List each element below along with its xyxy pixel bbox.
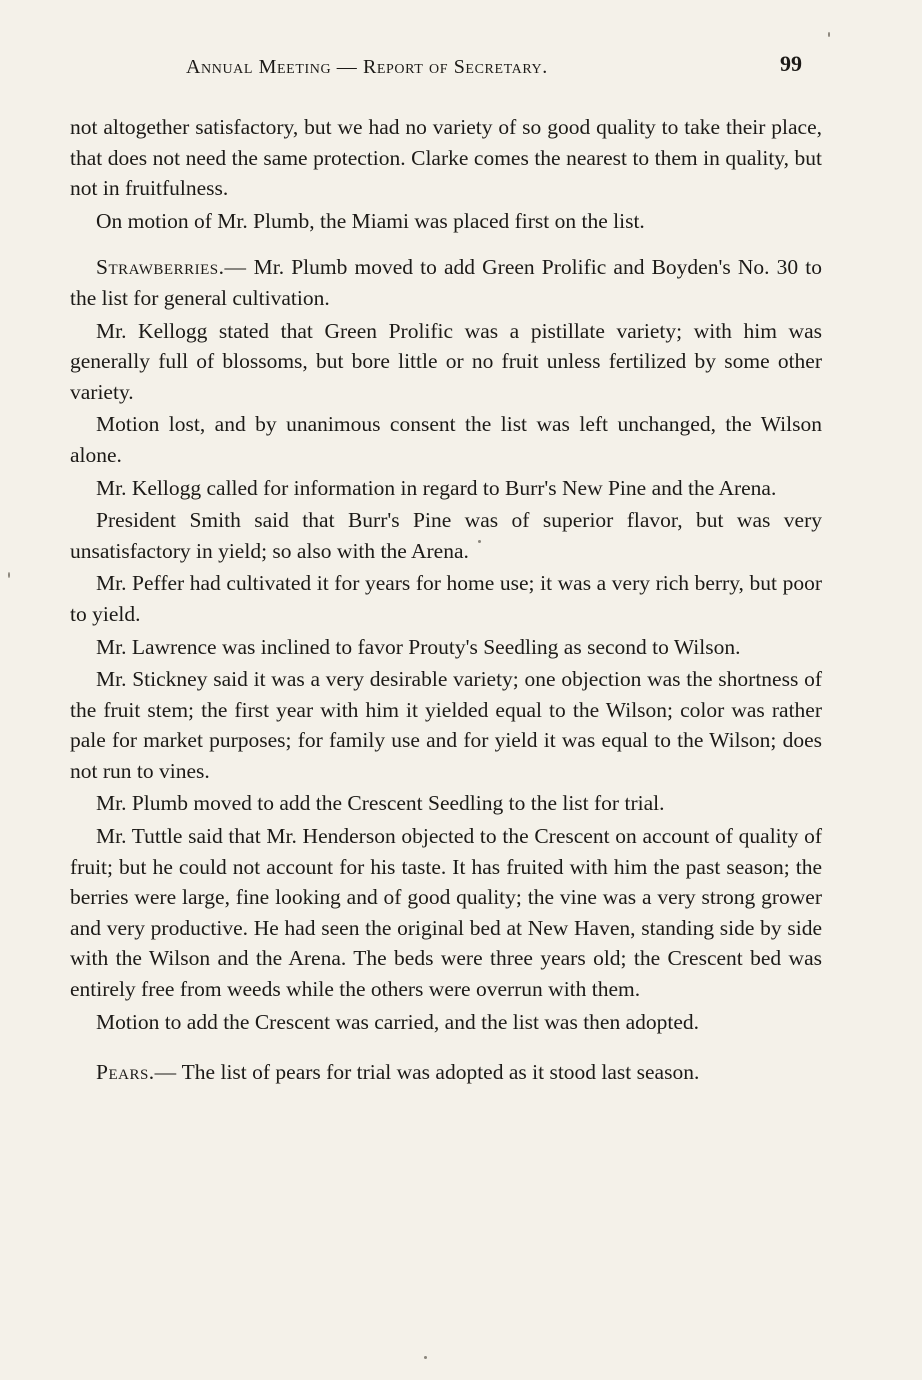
paragraph: Mr. Kellogg called for information in regard to Burr's New Pine and the Arena. — [96, 475, 777, 500]
body-text — [70, 112, 822, 1090]
print-speck — [8, 572, 10, 578]
print-speck — [478, 540, 481, 543]
paragraph-text: Mr. Plumb moved to add Green Prolific and Boyden's No. 30 to the list for general cultivation. — [70, 255, 822, 310]
paragraph: On motion of Mr. Plumb, the Miami was placed first on the list. — [96, 208, 645, 233]
paragraph-text: The list of pears for trial was adopted as it stood last season. — [176, 1060, 700, 1085]
paragraph: not altogether satisfactory, but we had no variety of so good quality to take their place, that does not need the same protection. Clarke comes the nearest to them in quality, but not in fruitfulness. — [70, 115, 822, 201]
paragraph: Mr. Kellogg stated that Green Prolific was a pistillate variety; with him was generally full of blossoms, but bore little or no fruit unless fertilized by some other variety. — [70, 318, 822, 404]
running-title: Annual Meeting — Report of Secretary. — [186, 56, 548, 78]
paragraph: Mr. Peffer had cultivated it for years for home use; it was a very rich berry, but poor to yield. — [70, 571, 822, 626]
print-speck — [828, 32, 830, 37]
paragraph: Mr. Tuttle said that Mr. Henderson objected to the Crescent on account of quality of fruit; but he could not account for his taste. It has fruited with him the past season; the berries were large, fine looking and of good quality; the vine was a very strong grower and very productive. He had seen the original bed at New Haven, standing side by side with the Wilson and the Arena. The beds were three years old; the Crescent bed was entirely free from weeds while the others were overrun with them. — [70, 824, 822, 1002]
paragraph — [70, 1057, 822, 1088]
paragraph — [70, 252, 822, 313]
paragraph: Motion to add the Crescent was carried, and the list was then adopted. — [96, 1009, 700, 1034]
section-heading-strawberries: Strawberries.— — [96, 255, 247, 280]
paragraph: President Smith said that Burr's Pine was of superior flavor, but was very unsatisfactory in yield; so also with the Arena. — [70, 508, 822, 563]
paragraph: Mr. Stickney said it was a very desirable variety; one objection was the shortness of the fruit stem; the first year with him it yielded equal to the Wilson; color was rather pale for market purposes; for family use and for yield it was equal to the Wilson; does not run to vines. — [70, 667, 822, 783]
page-number: 99 — [780, 51, 802, 76]
section-heading-pears: Pears.— — [96, 1060, 177, 1085]
paragraph: Mr. Lawrence was inclined to favor Prouty's Seedling as second to Wilson. — [96, 634, 741, 659]
paragraph: Motion lost, and by unanimous consent the list was left unchanged, the Wilson alone. — [70, 412, 822, 467]
print-speck — [424, 1356, 427, 1359]
paragraph: Mr. Plumb moved to add the Crescent Seedling to the list for trial. — [96, 791, 665, 816]
